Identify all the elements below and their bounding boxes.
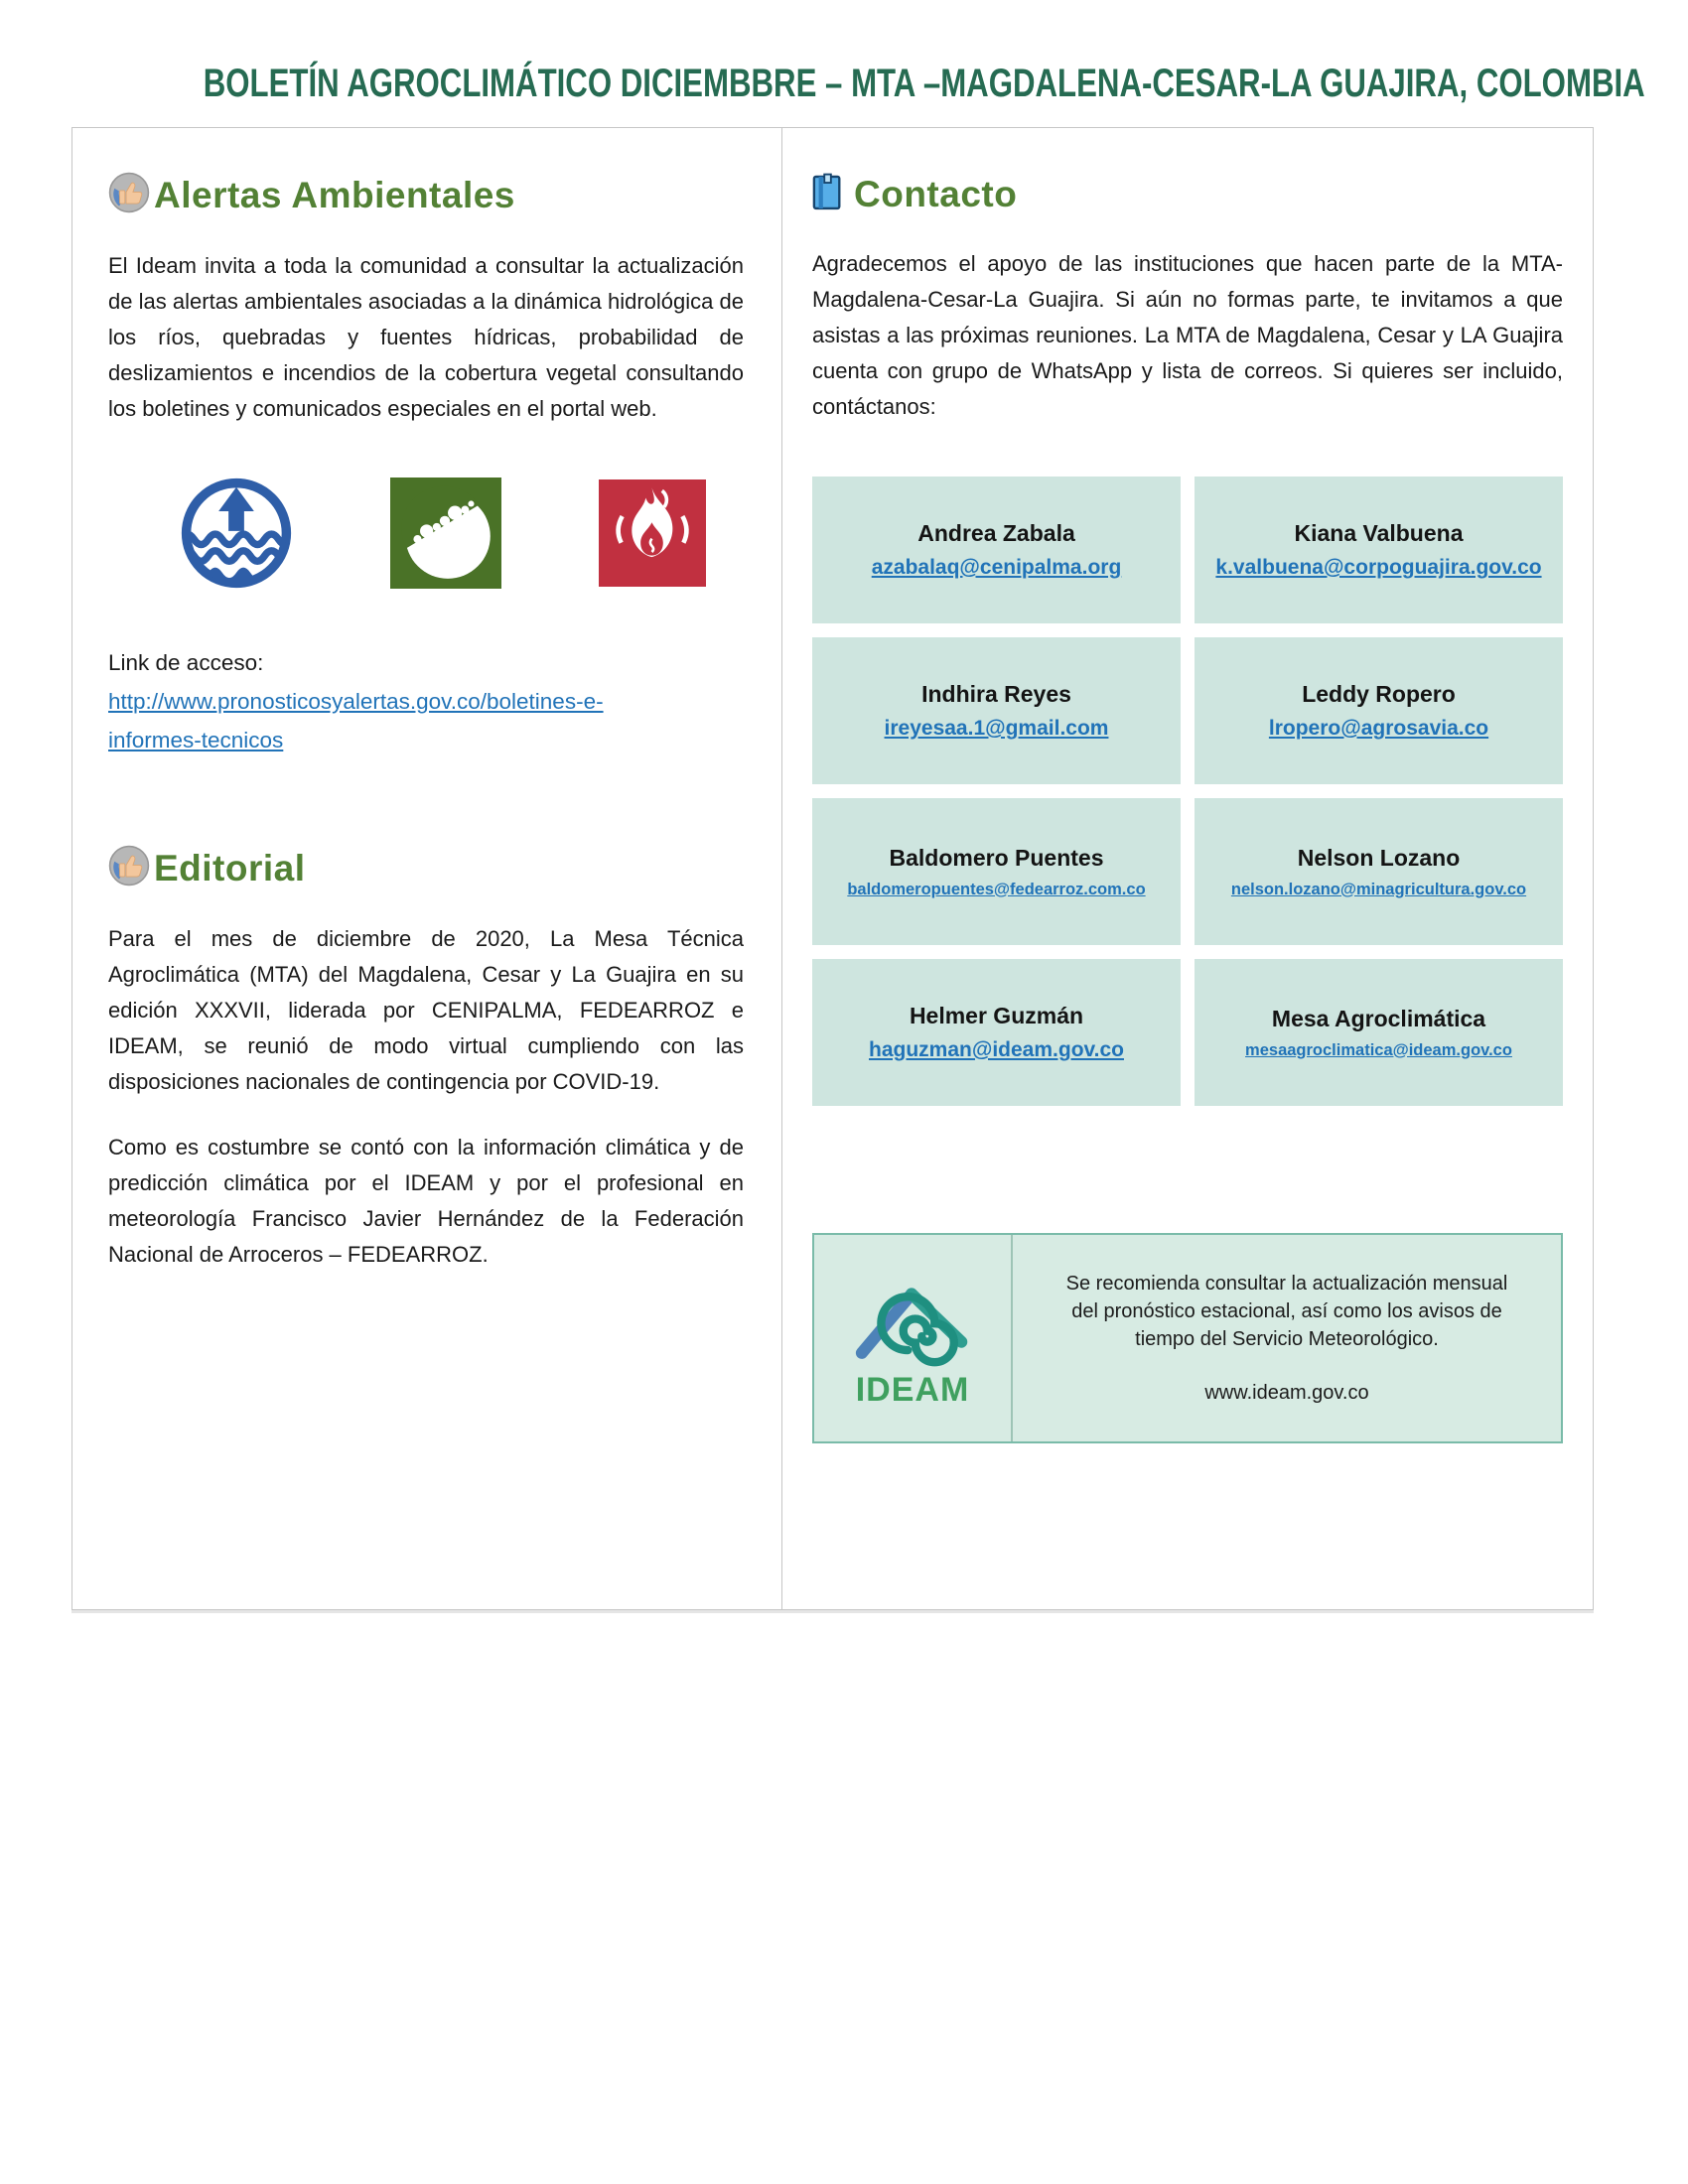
contact-name: Baldomero Puentes (889, 844, 1104, 871)
editorial-paragraph-1: Para el mes de diciembre de 2020, La Mesa Técnica Agroclimática (MTA) del Magdalena, Cesar y La Guajira en su edición XXXVII, liderada por CENIPALMA, FEDEARROZ e IDEAM, se reunió de modo virtual cumpliendo con las disposiciones nacionales de contingencia por COVID-19. (108, 926, 744, 1094)
thumbs-up-icon (108, 172, 150, 218)
contact-name: Andrea Zabala (917, 520, 1075, 546)
alertas-heading-label: Alertas Ambientales (154, 174, 515, 215)
ideam-logo-label: IDEAM (855, 1370, 970, 1409)
contact-name: Indhira Reyes (921, 681, 1071, 707)
contact-card (812, 798, 1181, 945)
flood-alert-icon (174, 471, 299, 601)
contact-name: Nelson Lozano (1297, 844, 1461, 871)
contact-email-link[interactable]: lropero@agrosavia.co (1268, 717, 1489, 740)
contact-email-link[interactable]: azabalaq@cenipalma.org (871, 556, 1122, 579)
wildfire-alert-icon (599, 479, 706, 592)
contact-card (1195, 477, 1563, 623)
contact-card (1195, 637, 1563, 784)
ideam-url[interactable]: www.ideam.gov.co (1204, 1382, 1369, 1404)
notebook-icon (812, 172, 844, 216)
editorial-paragraph-2: Como es costumbre se contó con la información climática y de predicción climática por el IDEAM y por el profesional en meteorología Francisco Javier Hernández de la Federación Nacional de Arroceros – FEDEARROZ. (108, 1135, 744, 1267)
contact-email-link[interactable]: ireyesaa.1@gmail.com (884, 717, 1109, 740)
contact-name: Helmer Guzmán (909, 1003, 1084, 1028)
contact-card (1195, 959, 1563, 1106)
contact-email-link[interactable]: baldomeropuentes@fedearroz.com.co (847, 880, 1146, 898)
contact-card (812, 959, 1181, 1106)
contact-email-link[interactable]: haguzman@ideam.gov.co (869, 1038, 1124, 1061)
left-column (72, 128, 782, 1609)
access-link-block (108, 643, 664, 759)
editorial-heading-label: Editorial (154, 847, 306, 888)
ideam-logo-icon (843, 1274, 982, 1377)
contacto-heading (812, 172, 1563, 216)
contact-name: Kiana Valbuena (1294, 520, 1464, 546)
contacto-paragraph: Agradecemos el apoyo de las instituciones que hacen parte de la MTA-Magdalena-Cesar-La Guajira. Si aún no formas parte, te invitamos a que asistas a las próximas reuniones. La MTA de Magdalena, Cesar y LA Guajira cuenta con grupo de WhatsApp y lista de correos. Si quieres ser incluido, contáctanos: (812, 251, 1563, 419)
contact-card (812, 637, 1181, 784)
contact-card (812, 477, 1181, 623)
ideam-note-text: Se recomienda consultar la actualización mensual del pronóstico estacional, así como los avisos de tiempo del Servicio Meteorológico. (1065, 1273, 1508, 1350)
contact-email-link[interactable]: mesaagroclimatica@ideam.gov.co (1245, 1040, 1512, 1059)
ideam-recommendation-box (812, 1233, 1563, 1443)
landslide-alert-icon (390, 478, 501, 594)
right-column (782, 128, 1593, 1609)
alertas-paragraph: El Ideam invita a toda la comunidad a consultar la actualización de las alertas ambientales asociadas a la dinámica hidrológica de los ríos, quebradas y fuentes hídricas, probabilidad de deslizamientos e incendios de la cobertura vegetal consultando los boletines y comunicados especiales en el portal web. (108, 253, 744, 421)
editorial-heading (108, 845, 744, 891)
contact-grid (812, 477, 1563, 1106)
alerts-portal-link[interactable]: http://www.pronosticosyalertas.gov.co/boletines-e-informes-tecnicos (108, 689, 604, 752)
contact-email-link[interactable]: nelson.lozano@minagricultura.gov.co (1230, 880, 1527, 898)
content-box (71, 127, 1594, 1610)
ideam-note (1013, 1235, 1561, 1441)
contact-email-link[interactable]: k.valbuena@corpoguajira.gov.co (1215, 556, 1542, 579)
ideam-logo (814, 1235, 1013, 1441)
thumbs-up-icon (108, 845, 150, 891)
contacto-heading-label: Contacto (854, 173, 1018, 214)
alert-icons-row (108, 461, 744, 610)
page-title-text: BOLETÍN AGROCLIMÁTICO DICIEMBBRE – MTA –MAGDALENA-CESAR-LA GUAJIRA, COLOMBIA (203, 62, 1645, 105)
alertas-heading (108, 172, 744, 218)
contact-card (1195, 798, 1563, 945)
access-link-label: Link de acceso: (108, 650, 264, 675)
contact-name: Mesa Agroclimática (1271, 1005, 1486, 1031)
contact-name: Leddy Ropero (1302, 681, 1456, 707)
page-title (0, 62, 1688, 106)
